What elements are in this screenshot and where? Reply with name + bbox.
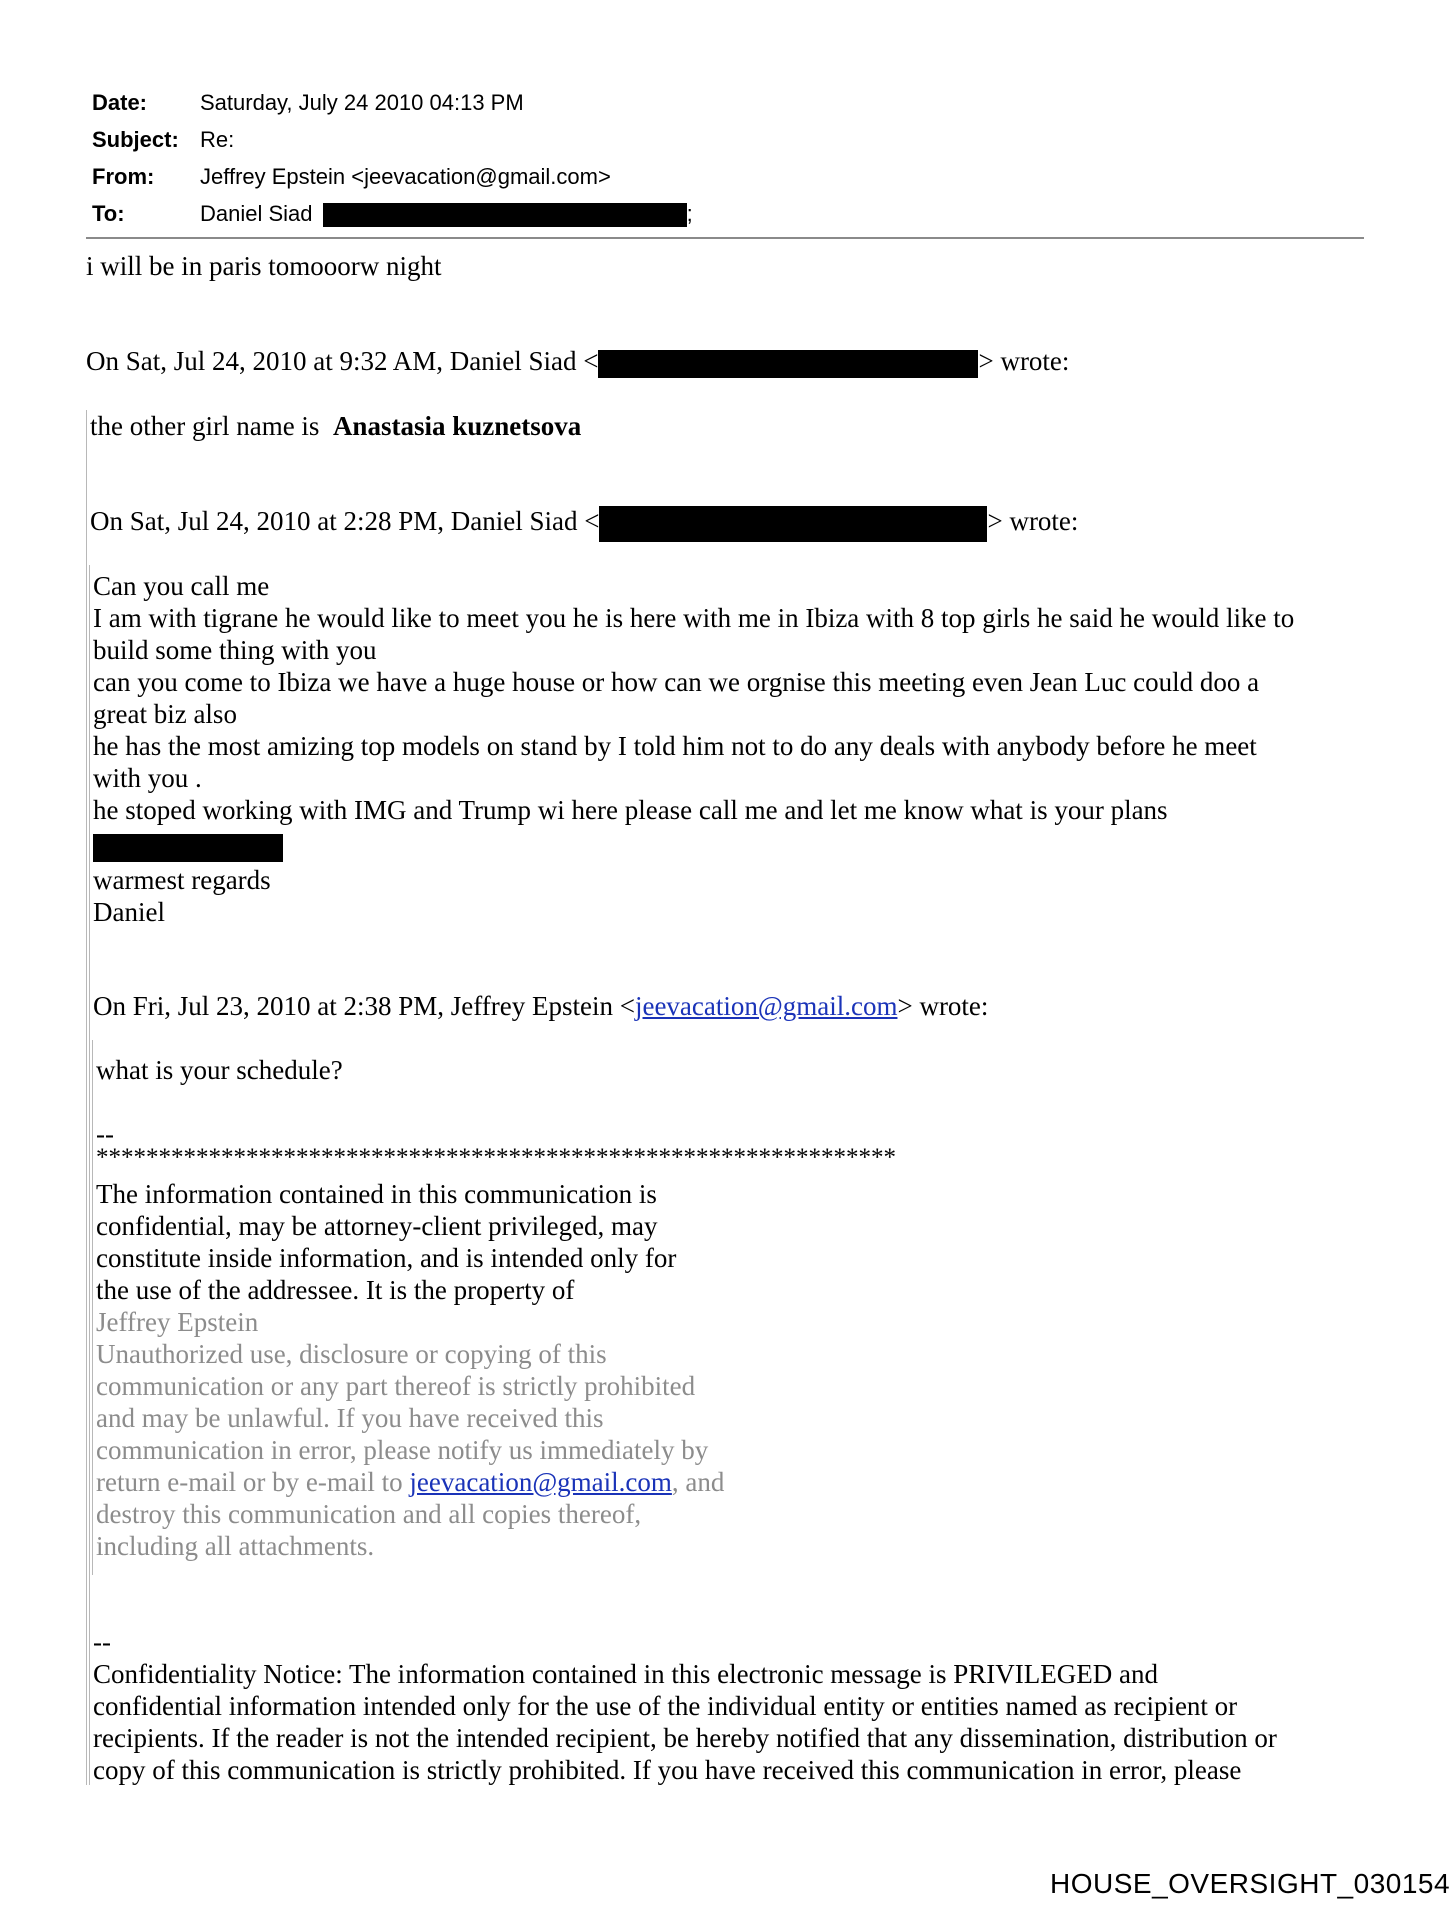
to-name: Daniel Siad (200, 201, 313, 226)
email-link[interactable]: jeevacation@gmail.com (634, 991, 898, 1021)
quote3-attribution (93, 990, 988, 1022)
quote-bar-level2 (89, 565, 90, 1785)
quote2-line: Can you call me (93, 571, 270, 601)
subject-value: Re: (200, 127, 235, 152)
quote2-attribution (90, 505, 1078, 537)
quote3-attribution-prefix: On Fri, Jul 23, 2010 at 2:38 PM, Jeffrey Epstein < (93, 991, 635, 1021)
quote2-closing: warmest regards (93, 865, 271, 895)
from-label: From: (92, 164, 155, 189)
subject-label: Subject: (92, 127, 179, 152)
quote-bar-level1 (86, 410, 87, 1785)
quote1-attribution (86, 345, 1069, 377)
notice-gray-line: Unauthorized use, disclosure or copying of this (96, 1339, 607, 1369)
confidentiality-line: copy of this communication is strictly prohibited. If you have received this communication in error, please (93, 1755, 1242, 1785)
notice-gray-line: communication in error, please notify us immediately by (96, 1435, 709, 1465)
notice-gray-line: communication or any part thereof is strictly prohibited (96, 1371, 696, 1401)
quote2-signature: Daniel (93, 897, 165, 927)
quote2-line: he stoped working with IMG and Trump wi here please call me and let me know what is your plans (93, 795, 1168, 825)
redaction-box (93, 834, 283, 862)
date-label: Date: (92, 90, 148, 115)
quote1-body (90, 410, 581, 442)
signature-stars: **************************************************************** (96, 1144, 896, 1171)
confidentiality-line: recipients. If the reader is not the intended recipient, be hereby notified that any dissemination, distribution or (93, 1723, 1277, 1753)
email-link[interactable]: jeevacation@gmail.com (409, 1467, 672, 1497)
signature-dashes: -- (96, 1119, 114, 1149)
from-value: Jeffrey Epstein <jeevacation@gmail.com> (200, 164, 611, 189)
confidentiality-dashes: -- (93, 1627, 111, 1657)
quote2-line: build some thing with you (93, 635, 377, 665)
quote1-attribution-prefix: On Sat, Jul 24, 2010 at 9:32 AM, Daniel Siad < (86, 346, 599, 376)
to-label: To: (92, 201, 125, 226)
quote2-attribution-suffix: > wrote: (987, 506, 1079, 536)
quote-bar-level3 (92, 1040, 93, 1575)
quote1-attribution-suffix: > wrote: (978, 346, 1070, 376)
quote3-question: what is your schedule? (96, 1055, 343, 1085)
date-value: Saturday, July 24 2010 04:13 PM (200, 90, 524, 115)
quote3-attribution-suffix: > wrote: (897, 991, 989, 1021)
quote2-line: I am with tigrane he would like to meet you he is here with me in Ibiza with 8 top girls he said he would like to (93, 603, 1295, 633)
redaction-box (599, 506, 987, 542)
reply-text: i will be in paris tomooorw night (86, 251, 442, 281)
quote2-line: with you . (93, 763, 202, 793)
notice-gray-line: including all attachments. (96, 1531, 375, 1561)
quote2-line: he has the most amizing top models on stand by I told him not to do any deals with anybody before he meet (93, 731, 1257, 761)
notice-return-line (96, 1466, 724, 1498)
bates-number: HOUSE_OVERSIGHT_030154 (1050, 1868, 1451, 1899)
notice-line: constitute inside information, and is intended only for (96, 1243, 677, 1273)
to-suffix: ; (686, 201, 693, 226)
notice-gray-line: Jeffrey Epstein (96, 1307, 259, 1337)
notice-gray-line: destroy this communication and all copies thereof, (96, 1499, 642, 1529)
confidentiality-line: confidential information intended only for the use of the individual entity or entities named as recipient or (93, 1691, 1238, 1721)
notice-line: confidential, may be attorney-client privileged, may (96, 1211, 658, 1241)
quote2-line: can you come to Ibiza we have a huge house or how can we orgnise this meeting even Jean Luc could doo a (93, 667, 1260, 697)
confidentiality-line: Confidentiality Notice: The information contained in this electronic message is PRIVILEGED and (93, 1659, 1158, 1689)
quote2-line: great biz also (93, 699, 237, 729)
return-prefix: return e-mail or by e-mail to (96, 1467, 410, 1497)
redaction-box (598, 350, 978, 378)
notice-line: The information contained in this communication is (96, 1179, 657, 1209)
notice-gray-line: and may be unlawful. If you have received this (96, 1403, 604, 1433)
return-suffix: , and (671, 1467, 725, 1497)
quote1-bold-name: Anastasia kuznetsova (332, 411, 582, 441)
quote1-line-prefix: the other girl name is (90, 411, 320, 441)
notice-line: the use of the addressee. It is the property of (96, 1275, 575, 1305)
quote2-attribution-prefix: On Sat, Jul 24, 2010 at 2:28 PM, Daniel Siad < (90, 506, 600, 536)
